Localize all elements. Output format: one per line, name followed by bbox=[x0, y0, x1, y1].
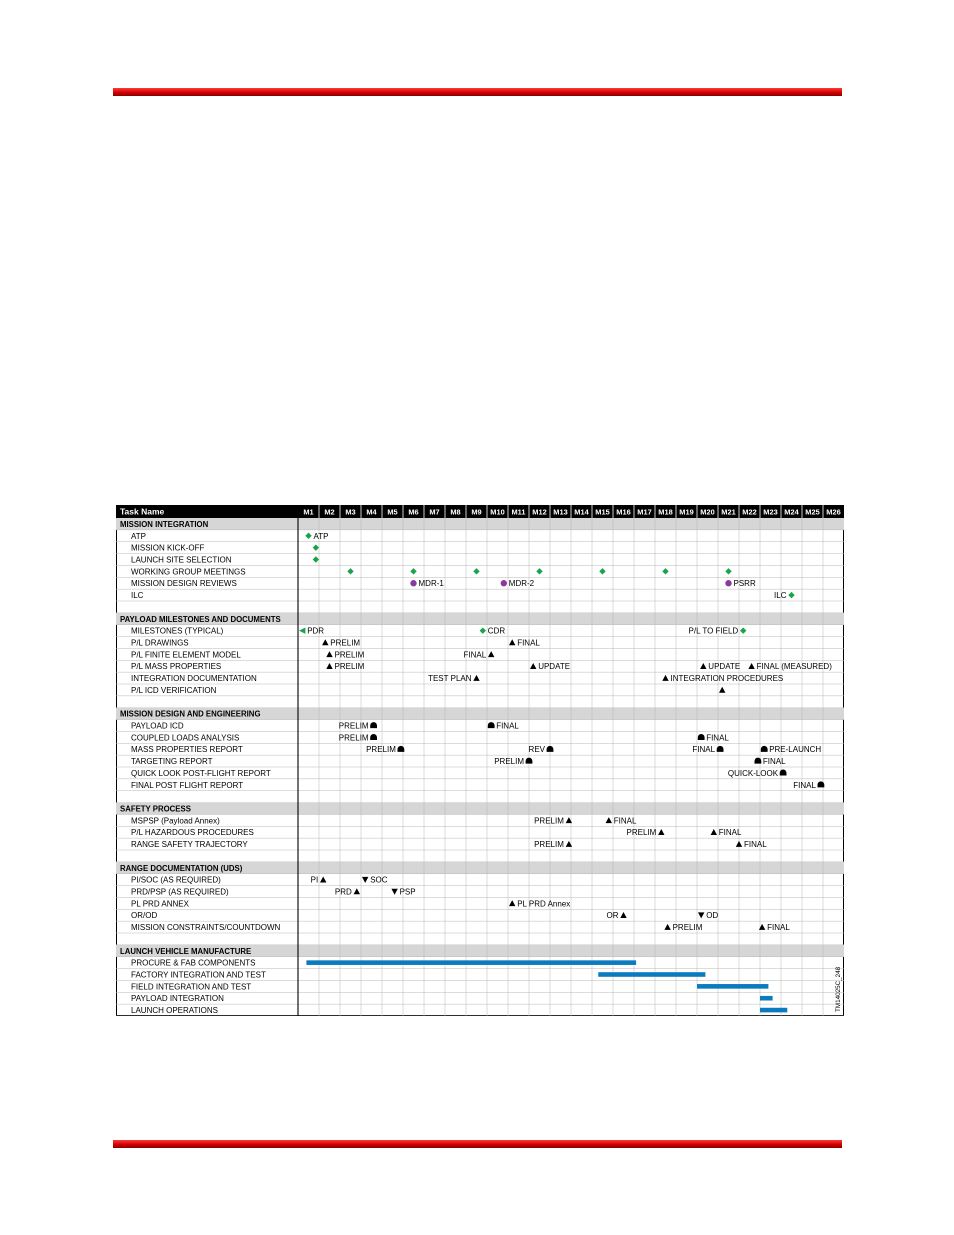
section-label: RANGE DOCUMENTATION (UDS) bbox=[120, 863, 243, 873]
month-label-m24: M24 bbox=[784, 507, 799, 517]
milestone-label: SOC bbox=[370, 875, 388, 885]
task-label: PAYLOAD INTEGRATION bbox=[131, 994, 224, 1004]
milestone-label: TEST PLAN bbox=[428, 674, 472, 684]
task-label: INTEGRATION DOCUMENTATION bbox=[131, 674, 257, 684]
month-label-m16: M16 bbox=[616, 507, 631, 517]
section-label: MISSION INTEGRATION bbox=[120, 519, 209, 529]
task-label: FIELD INTEGRATION AND TEST bbox=[131, 982, 252, 992]
month-label-m23: M23 bbox=[763, 507, 778, 517]
task-label: LAUNCH OPERATIONS bbox=[131, 1006, 218, 1016]
month-label-m13: M13 bbox=[553, 507, 568, 517]
milestone-label: OD bbox=[706, 911, 719, 921]
month-label-m22: M22 bbox=[742, 507, 757, 517]
task-label: P/L MASS PROPERTIES bbox=[131, 662, 222, 672]
milestone-label: PRD bbox=[334, 887, 352, 897]
milestone-label: FINAL bbox=[744, 840, 767, 850]
milestone-label: PRELIM bbox=[672, 923, 703, 933]
milestone-label: FINAL bbox=[718, 828, 742, 838]
month-label-m12: M12 bbox=[532, 507, 547, 517]
figure-id: TM14025C_248 bbox=[835, 966, 842, 1012]
milestone-label: MDR-2 bbox=[508, 579, 535, 589]
milestone-label: FINAL bbox=[793, 780, 816, 790]
header-task-name: Task Name bbox=[120, 506, 165, 517]
task-label: RANGE SAFETY TRAJECTORY bbox=[131, 840, 248, 850]
section-label: SAFETY PROCESS bbox=[120, 804, 191, 814]
milestone-label: CDR bbox=[487, 626, 506, 636]
milestone-label: ILC bbox=[774, 591, 787, 601]
month-label-m2: M2 bbox=[324, 507, 335, 517]
milestone-label: FINAL bbox=[613, 816, 637, 826]
milestone-label: FINAL bbox=[463, 650, 487, 660]
milestone-label: PRELIM bbox=[366, 745, 396, 755]
task-label: FINAL POST FLIGHT REPORT bbox=[131, 780, 244, 790]
task-label: MISSION CONSTRAINTS/COUNTDOWN bbox=[131, 923, 281, 933]
milestone-label: PRELIM bbox=[534, 816, 564, 826]
milestone-label: FINAL bbox=[706, 733, 729, 743]
task-label: LAUNCH SITE SELECTION bbox=[131, 555, 232, 565]
milestone-label: FINAL bbox=[767, 923, 790, 933]
review-circle bbox=[410, 580, 416, 586]
task-label: OR/OD bbox=[131, 911, 158, 921]
milestone-label: REV bbox=[528, 745, 545, 755]
month-label-m6: M6 bbox=[408, 507, 419, 517]
task-label: ILC bbox=[131, 591, 144, 601]
task-label: COUPLED LOADS ANALYSIS bbox=[131, 733, 240, 743]
task-label: PRD/PSP (AS REQUIRED) bbox=[131, 887, 229, 897]
task-label: ATP bbox=[131, 531, 146, 541]
month-label-m11: M11 bbox=[511, 507, 526, 517]
task-bar bbox=[306, 960, 636, 965]
task-label: P/L DRAWINGS bbox=[131, 638, 189, 648]
month-label-m20: M20 bbox=[700, 507, 715, 517]
review-circle bbox=[725, 580, 731, 586]
task-label: P/L FINITE ELEMENT MODEL bbox=[131, 650, 241, 660]
task-label: PL PRD ANNEX bbox=[131, 899, 189, 909]
task-label: MISSION DESIGN REVIEWS bbox=[131, 579, 237, 589]
month-label-m18: M18 bbox=[658, 507, 673, 517]
milestone-label: UPDATE bbox=[708, 662, 741, 672]
section-row-bg bbox=[116, 518, 844, 530]
milestone-label: PRELIM bbox=[626, 828, 657, 838]
task-label: FACTORY INTEGRATION AND TEST bbox=[131, 970, 266, 980]
task-label: TARGETING REPORT bbox=[131, 757, 213, 767]
milestone-label: PRE-LAUNCH bbox=[769, 745, 822, 755]
task-label: P/L ICD VERIFICATION bbox=[131, 685, 217, 695]
task-label: QUICK LOOK POST-FLIGHT REPORT bbox=[131, 768, 271, 778]
milestone-label: PRELIM bbox=[334, 650, 365, 660]
milestone-label: PRELIM bbox=[534, 840, 564, 850]
month-label-m15: M15 bbox=[595, 507, 610, 517]
milestone-label: FINAL bbox=[692, 745, 716, 755]
month-label-m21: M21 bbox=[721, 507, 736, 517]
milestone-label: PRELIM bbox=[334, 662, 365, 672]
top-red-rule bbox=[113, 88, 842, 96]
milestone-label: PI bbox=[310, 875, 319, 885]
month-label-m19: M19 bbox=[679, 507, 694, 517]
milestone-label: PRELIM bbox=[338, 721, 369, 731]
month-label-m5: M5 bbox=[387, 507, 398, 517]
review-circle bbox=[501, 580, 507, 586]
milestone-label: PL PRD Annex bbox=[517, 899, 571, 909]
milestone-label: OR bbox=[606, 911, 619, 921]
milestone-label: P/L TO FIELD bbox=[688, 626, 739, 636]
section-label: MISSION DESIGN AND ENGINEERING bbox=[120, 709, 261, 719]
month-label-m8: M8 bbox=[450, 507, 461, 517]
task-label: MISSION KICK-OFF bbox=[131, 543, 205, 553]
month-label-m1: M1 bbox=[303, 507, 314, 517]
milestone-label: PRELIM bbox=[338, 733, 369, 743]
task-label: PAYLOAD ICD bbox=[131, 721, 184, 731]
milestone-label: PRELIM bbox=[330, 638, 361, 648]
milestone-label: FINAL bbox=[496, 721, 519, 731]
section-row-bg bbox=[116, 803, 844, 815]
month-label-m17: M17 bbox=[637, 507, 652, 517]
milestone-label: PSRR bbox=[733, 579, 756, 589]
milestone-label: INTEGRATION PROCEDURES bbox=[670, 674, 784, 684]
milestone-label: PSP bbox=[399, 887, 416, 897]
month-label-m26: M26 bbox=[826, 507, 841, 517]
month-label-m3: M3 bbox=[345, 507, 356, 517]
milestone-label: MDR-1 bbox=[418, 579, 444, 589]
month-label-m4: M4 bbox=[366, 507, 377, 517]
milestone-label: UPDATE bbox=[538, 662, 571, 672]
month-label-m9: M9 bbox=[471, 507, 482, 517]
milestone-label: FINAL bbox=[762, 757, 786, 767]
milestone-label: FINAL bbox=[517, 638, 540, 648]
milestone-label: ATP bbox=[313, 531, 329, 541]
task-bar bbox=[598, 972, 705, 977]
task-label: P/L HAZARDOUS PROCEDURES bbox=[131, 828, 254, 838]
task-bar bbox=[697, 984, 768, 989]
milestone-label: FINAL (MEASURED) bbox=[756, 662, 832, 672]
milestone-label: QUICK-LOOK bbox=[727, 768, 779, 778]
section-label: LAUNCH VEHICLE MANUFACTURE bbox=[120, 946, 252, 956]
gantt-svg bbox=[116, 505, 844, 1016]
milestone-label: PRELIM bbox=[494, 757, 524, 767]
month-label-m10: M10 bbox=[490, 507, 505, 517]
task-label: WORKING GROUP MEETINGS bbox=[131, 567, 246, 577]
month-label-m14: M14 bbox=[574, 507, 589, 517]
bottom-red-rule bbox=[113, 1140, 842, 1148]
task-label: MSPSP (Payload Annex) bbox=[131, 816, 220, 826]
task-label: PI/SOC (AS REQUIRED) bbox=[131, 875, 221, 885]
milestone-label: PDR bbox=[307, 626, 325, 636]
month-label-m7: M7 bbox=[429, 507, 440, 517]
task-bar bbox=[760, 1008, 787, 1013]
schedule-chart bbox=[116, 505, 844, 1016]
task-bar bbox=[760, 996, 773, 1001]
task-label: MASS PROPERTIES REPORT bbox=[131, 745, 243, 755]
section-label: PAYLOAD MILESTONES AND DOCUMENTS bbox=[120, 614, 281, 624]
month-label-m25: M25 bbox=[805, 507, 820, 517]
task-label: PROCURE & FAB COMPONENTS bbox=[131, 958, 256, 968]
task-label: MILESTONES (TYPICAL) bbox=[131, 626, 224, 636]
